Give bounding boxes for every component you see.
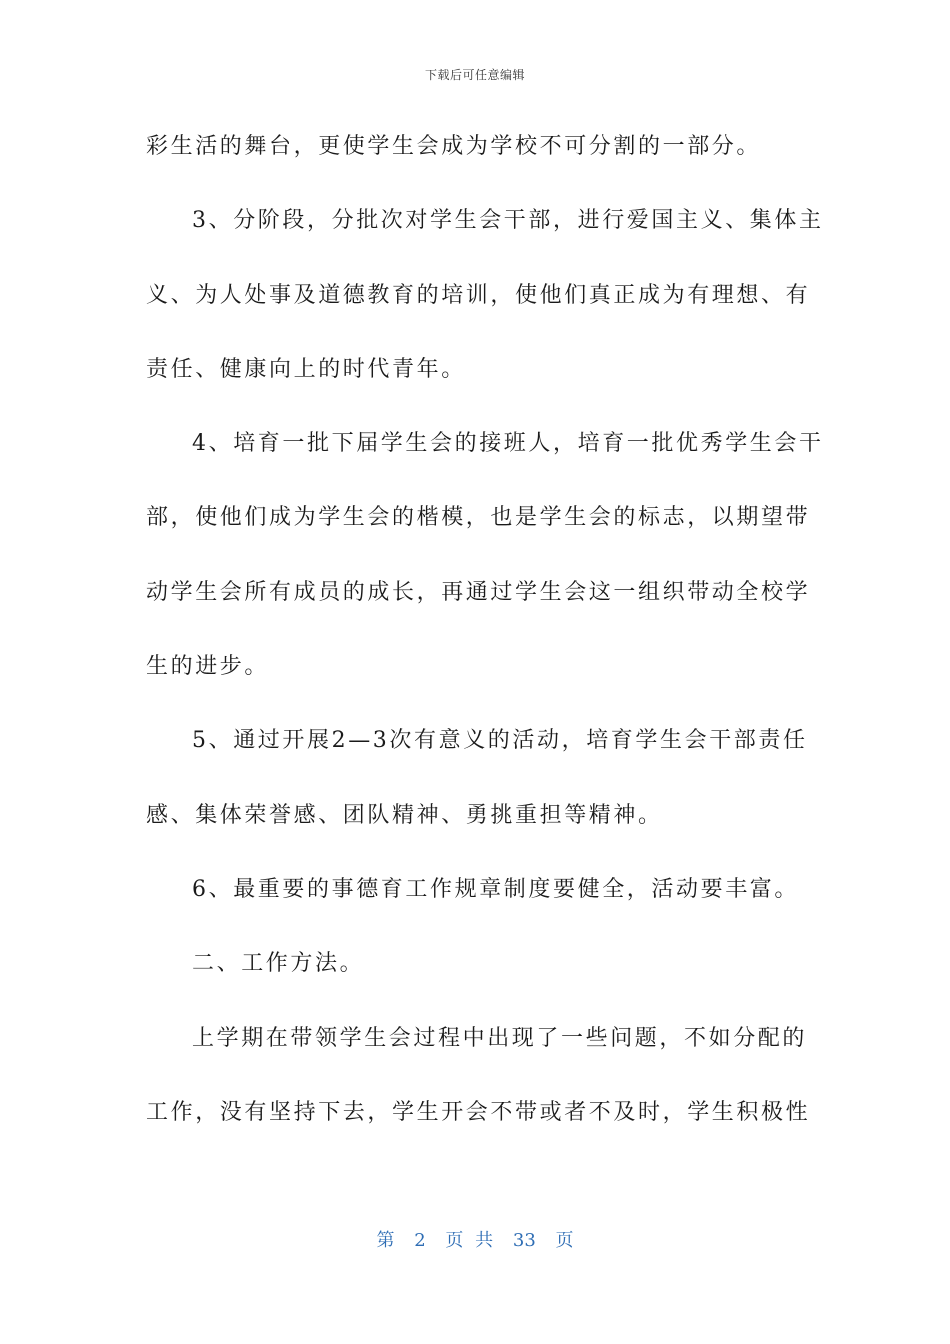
text-line: 工作，没有坚持下去，学生开会不带或者不及时，学生积极性 [146, 1099, 811, 1125]
text-line: 6、最重要的事德育工作规章制度要健全，活动要丰富。 [192, 876, 799, 902]
text-line: 4、培育一批下届学生会的接班人，培育一批优秀学生会干 [192, 431, 824, 457]
text-line: 3、分阶段，分批次对学生会干部，进行爱国主义、集体主 [192, 208, 824, 234]
page-number [0, 1226, 950, 1252]
page-number-total: 33 [512, 1230, 536, 1251]
page-number-middle: 页 共 [445, 1230, 494, 1251]
text-line: 义、为人处事及道德教育的培训，使他们真正成为有理想、有 [146, 282, 811, 308]
text-line: 上学期在带领学生会过程中出现了一些问题，不如分配的 [192, 1025, 808, 1051]
text-line: 生的进步。 [146, 654, 270, 680]
page-header: 下载后可任意编辑 [424, 68, 525, 82]
page-number-current: 2 [414, 1230, 426, 1251]
text-line: 责任、健康向上的时代青年。 [146, 356, 466, 382]
page-number-suffix: 页 [555, 1230, 574, 1251]
text-line: 感、集体荣誉感、团队精神、勇挑重担等精神。 [146, 802, 663, 828]
text-line: 彩生活的舞台，更使学生会成为学校不可分割的一部分。 [146, 134, 762, 159]
text-line: 5、通过开展2—3次有意义的活动，培育学生会干部责任 [192, 728, 808, 754]
text-line: 部，使他们成为学生会的楷模，也是学生会的标志，以期望带 [146, 505, 811, 531]
body-text [146, 119, 824, 1159]
text-line: 动学生会所有成员的成长，再通过学生会这一组织带动全校学 [146, 579, 811, 605]
section-heading: 二、工作方法。 [192, 951, 365, 977]
page-number-prefix: 第 [376, 1230, 395, 1251]
